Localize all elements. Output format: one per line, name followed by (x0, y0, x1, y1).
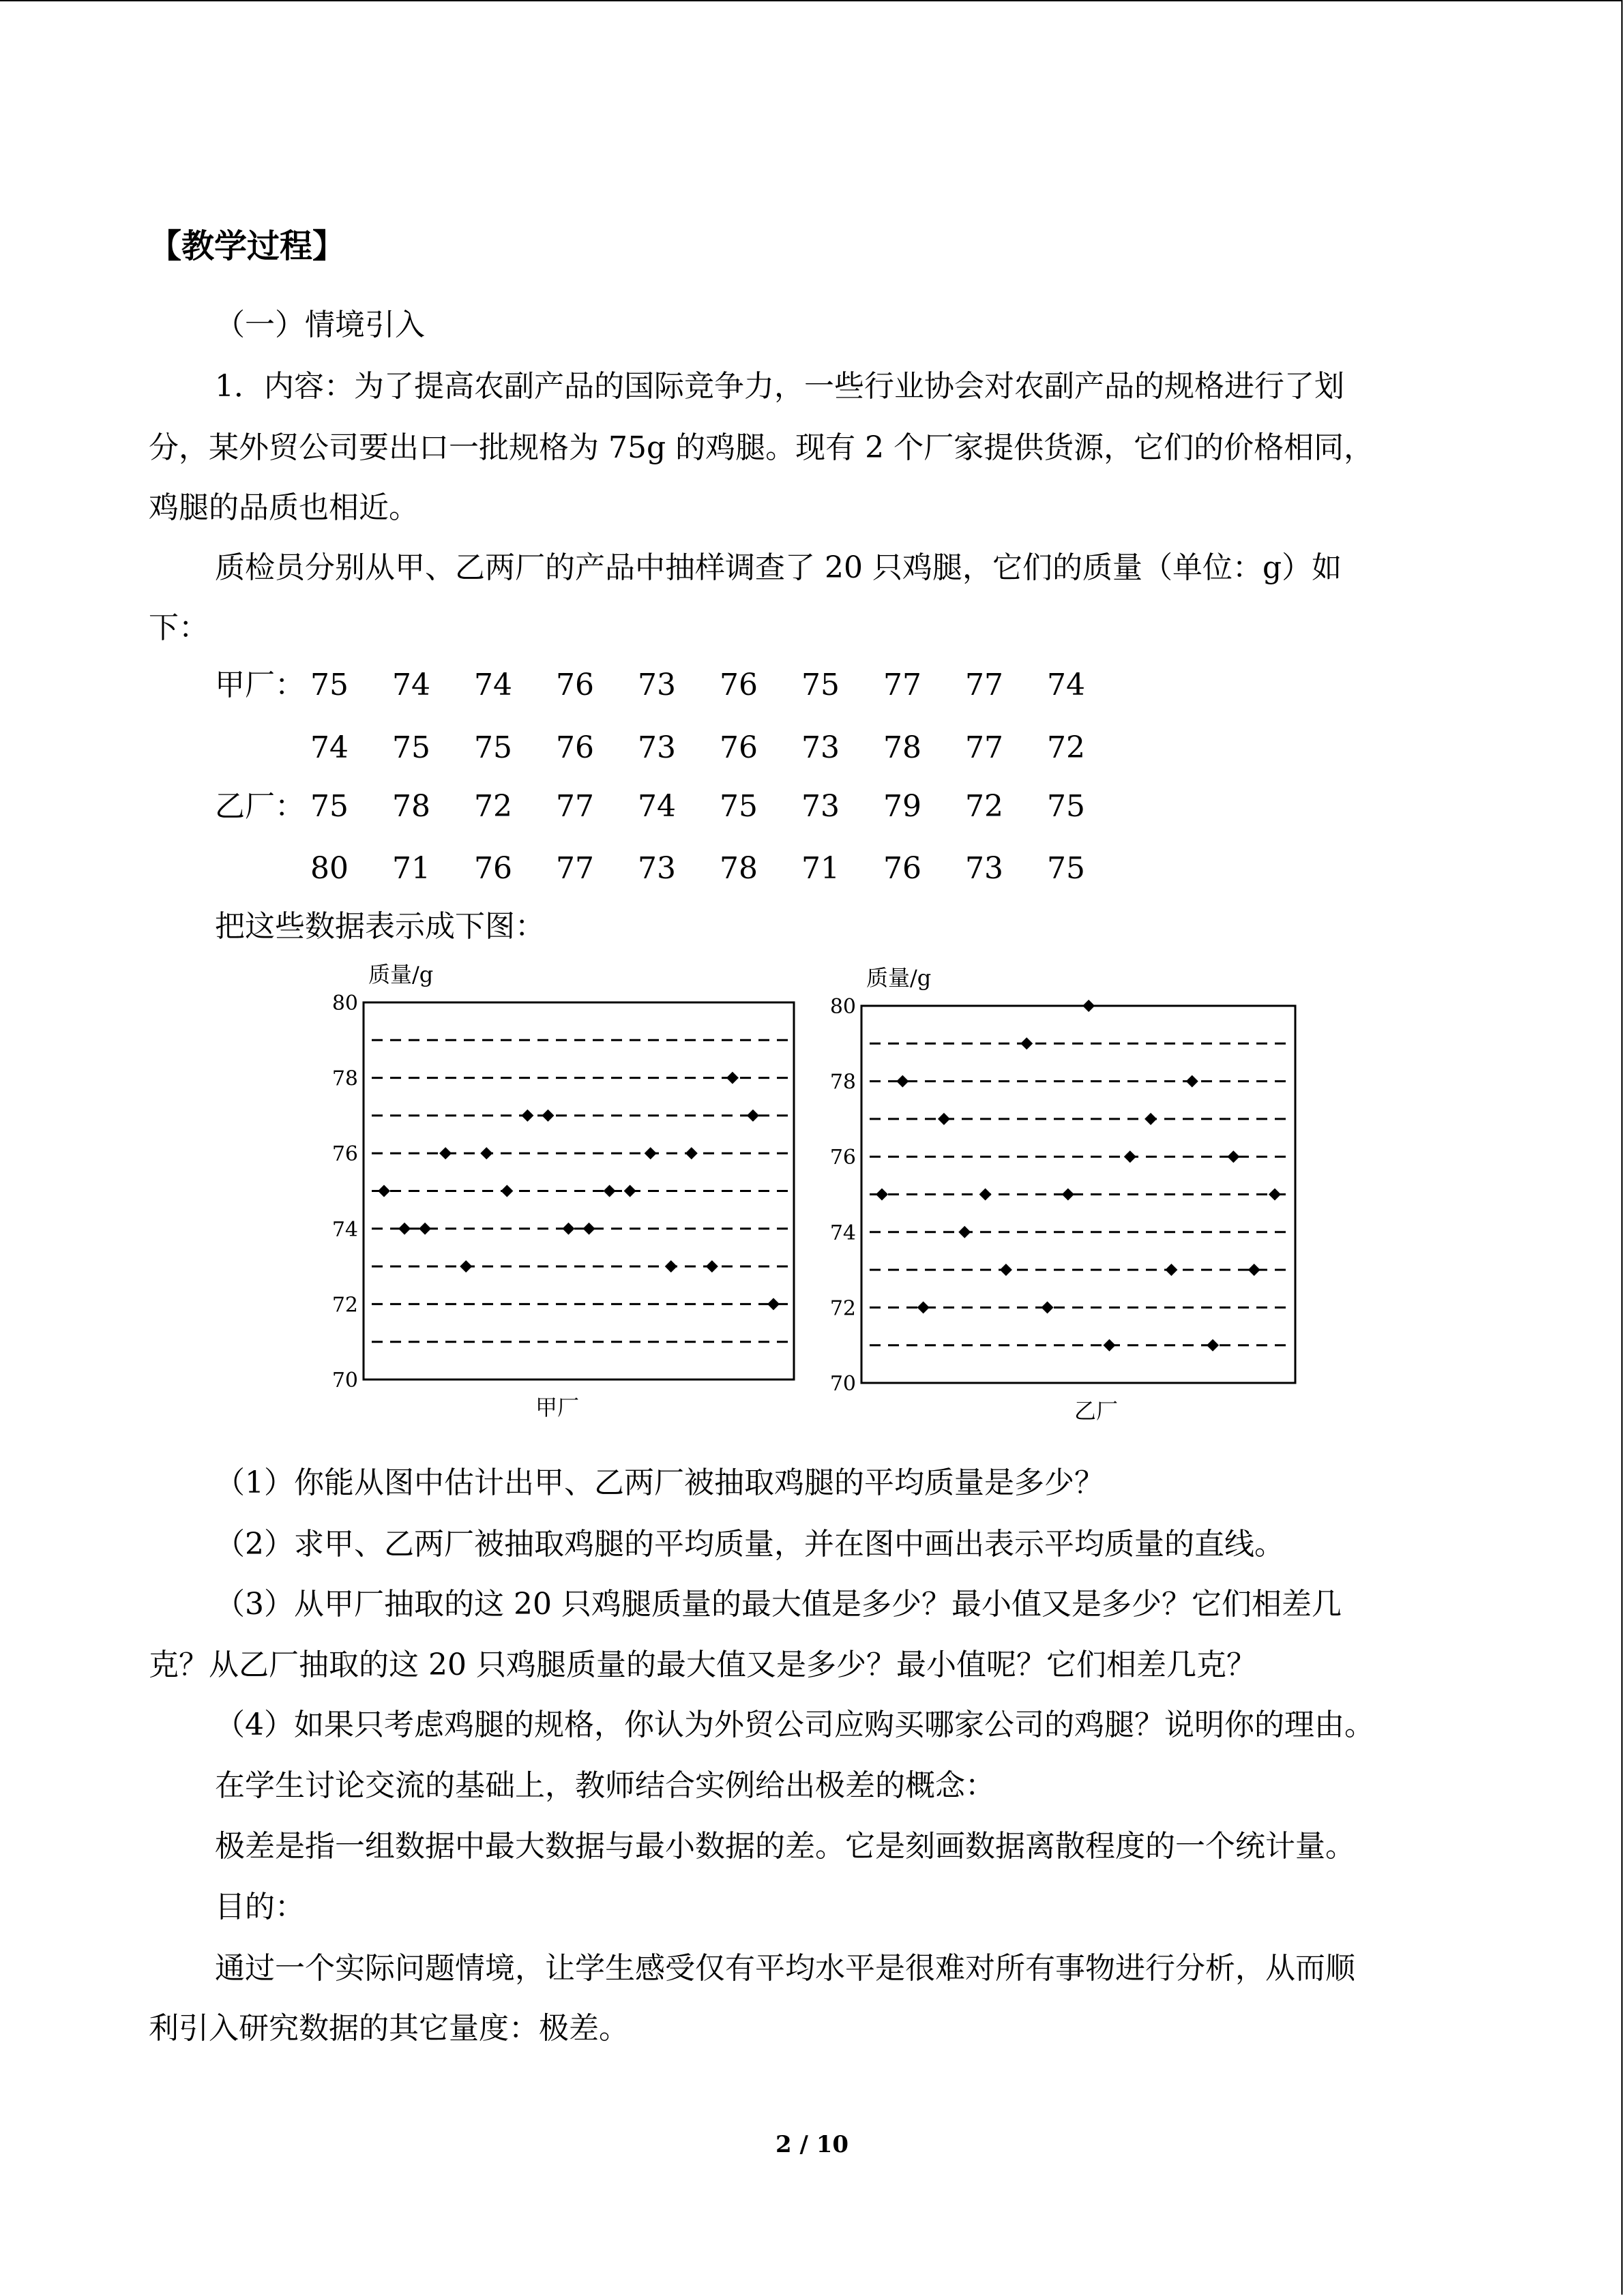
y-tick-label: 72 (331, 1293, 358, 1317)
data-cell: 73 (801, 789, 840, 824)
chart-factory-a (314, 958, 805, 1439)
data-point (583, 1223, 595, 1235)
subsection-title: （一）情境引入 (215, 308, 425, 342)
data-cell: 75 (720, 789, 758, 824)
data-cell: 73 (638, 730, 676, 765)
data-point (419, 1223, 431, 1235)
y-tick-label: 80 (331, 992, 358, 1015)
data-cell: 76 (883, 851, 921, 886)
data-cell: 72 (474, 789, 512, 824)
data-point (685, 1147, 698, 1159)
data-point (767, 1298, 780, 1310)
question-3-line-2: 克？从乙厂抽取的这 20 只鸡腿质量的最大值又是多少？最小值呢？它们相差几克？ (149, 1648, 1256, 1682)
y-tick-label: 74 (331, 1217, 358, 1242)
factory-b-label: 乙厂： (215, 789, 305, 824)
data-cell: 73 (638, 851, 676, 886)
purpose-line-1: 通过一个实际问题情境，让学生感受仅有平均水平是很难对所有事物进行分析，从而顺 (215, 1951, 1355, 1986)
data-cell: 71 (801, 851, 840, 886)
data-point (665, 1260, 677, 1272)
data-point (1248, 1264, 1260, 1276)
data-point (938, 1113, 950, 1125)
data-cell: 78 (720, 851, 758, 886)
data-cell: 78 (392, 789, 430, 824)
data-cell: 71 (392, 851, 430, 886)
data-cell: 74 (638, 789, 676, 824)
question-1: （1）你能从图中估计出甲、乙两厂被抽取鸡腿的平均质量是多少？ (215, 1465, 1104, 1500)
data-point (726, 1072, 739, 1084)
data-point (480, 1147, 492, 1159)
data-point (747, 1109, 759, 1122)
data-cell: 75 (1047, 851, 1085, 886)
data-point (958, 1226, 971, 1238)
chart-y-ticks (332, 992, 358, 1392)
survey-line-1: 质检员分别从甲、乙两厂的产品中抽样调查了 20 只鸡腿，它们的质量（单位：g）如 (215, 550, 1342, 585)
chart-ylabel: 质量/g (368, 961, 434, 987)
question-4: （4）如果只考虑鸡腿的规格，你认为外贸公司应购买哪家公司的鸡腿？说明你的理由。 (215, 1708, 1374, 1742)
data-cell: 73 (801, 730, 840, 765)
intro-line-2: 分，某外贸公司要出口一批规格为 75g 的鸡腿。现有 2 个厂家提供货源，它们的价格相同， (149, 430, 1374, 465)
data-point (1124, 1150, 1136, 1163)
data-cell: 72 (1047, 730, 1085, 765)
data-cell: 76 (556, 730, 594, 765)
data-cell: 74 (392, 668, 430, 702)
data-point (1082, 1000, 1095, 1012)
data-point (1103, 1339, 1115, 1352)
data-cell: 76 (720, 730, 758, 765)
data-point (1186, 1075, 1198, 1088)
data-cell: 78 (883, 730, 921, 765)
data-point (917, 1301, 930, 1313)
closing-line-1: 在学生讨论交流的基础上，教师结合实例给出极差的概念： (215, 1768, 995, 1803)
data-cell: 76 (720, 668, 758, 702)
data-point (1227, 1150, 1239, 1163)
data-point (439, 1147, 452, 1159)
page-number: 2 / 10 (775, 2131, 849, 2158)
factory-a-label: 甲厂： (215, 668, 305, 702)
data-point (378, 1185, 390, 1197)
data-cell: 72 (965, 789, 1003, 824)
chart-grid (870, 1043, 1290, 1345)
data-point (460, 1260, 472, 1272)
data-cell: 75 (801, 668, 840, 702)
data-point (1145, 1113, 1157, 1125)
data-point (645, 1147, 657, 1159)
purpose-line-2: 利引入研究数据的其它量度：极差。 (149, 2011, 629, 2046)
data-point (1269, 1189, 1281, 1201)
data-cell: 77 (965, 730, 1003, 765)
y-tick-label: 78 (829, 1070, 856, 1094)
chart-title: 甲厂 (535, 1395, 580, 1420)
question-3-line-1: （3）从甲厂抽取的这 20 只鸡腿质量的最大值是多少？最小值又是多少？它们相差几 (215, 1587, 1342, 1622)
y-tick-label: 74 (829, 1221, 856, 1245)
data-point (706, 1260, 718, 1272)
data-cell: 80 (310, 851, 349, 886)
chart-points (876, 1000, 1281, 1352)
factory-a-row-2 (215, 728, 1170, 769)
survey-line-2: 下： (149, 610, 209, 645)
data-point (604, 1185, 616, 1197)
y-tick-label: 70 (829, 1372, 856, 1396)
data-point (876, 1189, 888, 1201)
data-cell: 77 (556, 851, 594, 886)
factory-b-row-2 (215, 848, 1170, 889)
data-point (1000, 1264, 1012, 1276)
data-point (398, 1223, 411, 1235)
chart-factory-b (829, 961, 1320, 1442)
data-cell: 73 (965, 851, 1003, 886)
data-point (1207, 1339, 1219, 1352)
data-point (1062, 1189, 1074, 1201)
data-cell: 75 (310, 789, 349, 824)
data-cell: 75 (310, 668, 349, 702)
data-cell: 77 (556, 789, 594, 824)
y-tick-label: 76 (331, 1142, 358, 1167)
data-cell: 77 (965, 668, 1003, 702)
data-cell: 74 (310, 730, 349, 765)
data-cell: 75 (392, 730, 430, 765)
y-tick-label: 76 (829, 1146, 856, 1170)
data-point (1020, 1037, 1033, 1049)
question-2: （2）求甲、乙两厂被抽取鸡腿的平均质量，并在图中画出表示平均质量的直线。 (215, 1527, 1284, 1562)
data-cell: 74 (474, 668, 512, 702)
data-cell: 73 (638, 668, 676, 702)
intro-line-3: 鸡腿的品质也相近。 (149, 490, 419, 525)
y-tick-label: 80 (829, 995, 856, 1019)
definition-line: 极差是指一组数据中最大数据与最小数据的差。它是刻画数据离散程度的一个统计量。 (215, 1829, 1355, 1864)
data-cell: 77 (883, 668, 921, 702)
data-cell: 76 (556, 668, 594, 702)
data-point (1165, 1264, 1177, 1276)
chart-title: 乙厂 (1074, 1398, 1119, 1424)
data-point (521, 1109, 533, 1122)
y-tick-label: 72 (829, 1296, 856, 1321)
data-cell: 75 (474, 730, 512, 765)
data-cell: 79 (883, 789, 921, 824)
data-point (979, 1189, 992, 1201)
chart-y-ticks (830, 995, 856, 1396)
y-tick-label: 78 (331, 1067, 358, 1091)
data-point (562, 1223, 574, 1235)
data-point (542, 1109, 554, 1122)
section-heading: 【教学过程】 (149, 227, 346, 265)
data-point (896, 1075, 909, 1088)
chart-ylabel: 质量/g (866, 965, 932, 991)
chart-grid (372, 1040, 788, 1341)
data-point (624, 1185, 636, 1197)
data-cell: 76 (474, 851, 512, 886)
purpose-label: 目的： (215, 1890, 305, 1924)
chart-intro: 把这些数据表示成下图： (215, 909, 545, 944)
factory-a-row-1 (215, 665, 1170, 706)
factory-b-row-1 (215, 786, 1170, 827)
data-cell: 75 (1047, 789, 1085, 824)
data-point (501, 1185, 513, 1197)
data-cell: 74 (1047, 668, 1085, 702)
data-point (1042, 1301, 1054, 1313)
y-tick-label: 70 (331, 1369, 358, 1392)
intro-line-1: 1．内容：为了提高农副产品的国际竞争力，一些行业协会对农副产品的规格进行了划 (215, 369, 1344, 404)
